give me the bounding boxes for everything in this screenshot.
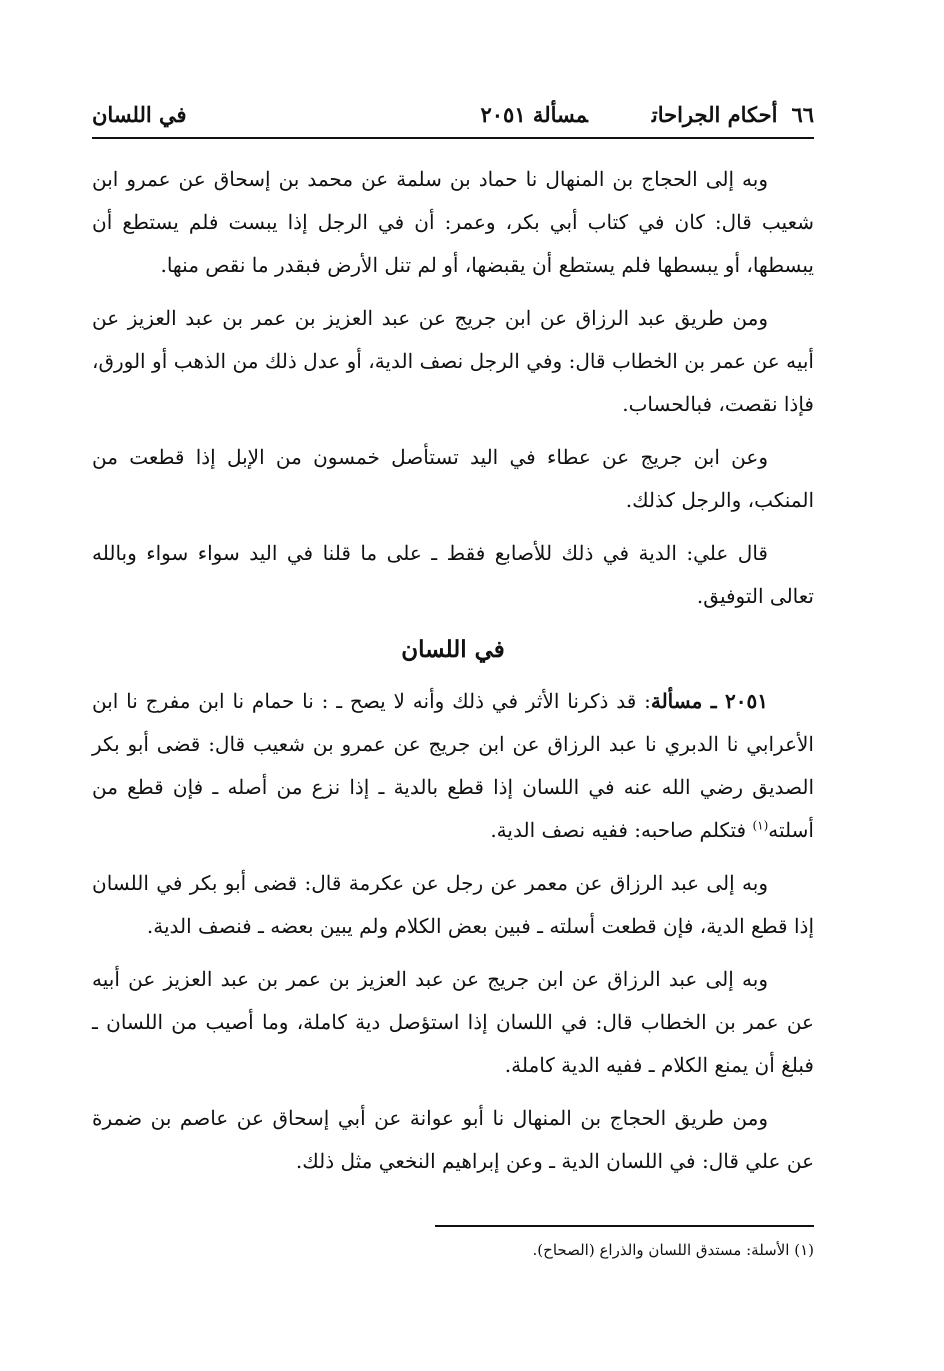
header-section-title: في اللسان (92, 102, 187, 127)
page-number: ٦٦ (791, 102, 814, 127)
masala-paragraph (92, 680, 814, 852)
page-body (92, 158, 814, 1193)
section-heading: في اللسان (401, 636, 505, 663)
header-right-group (481, 98, 815, 132)
masala-number: مسألة ٢٠٥١ (480, 102, 588, 127)
footnote-reference[interactable]: (١) (752, 818, 769, 833)
paragraph: وعن ابن جريج عن عطاء في اليد تستأصل خمسون من الإبل إذا قطعت من المنكب، والرجل كذلك. (92, 445, 814, 512)
footnote-rule (435, 1225, 814, 1227)
book-title: أحكام الجراحات (651, 102, 778, 127)
footnote: (١) الأسلة: مستدق اللسان والذراع (الصحاح). (532, 1241, 814, 1259)
header-rule (92, 137, 814, 139)
masala-text: : قد ذكرنا الأثر في ذلك وأنه لا يصح ـ : نا حمام نا ابن مفرج نا ابن الأعرابي نا الدبري نا عبد الرزاق عن ابن جريج عن عمرو بن شعيب قال: قضى أبو بكر الصديق رضي الله عنه في اللسان إذا قطع بالدية ـ إذا نزع من أصله ـ فإن قطع من أسلته (92, 689, 814, 842)
paragraph: ومن طريق الحجاج بن المنهال نا أبو عوانة عن أبي إسحاق عن عاصم بن ضمرة عن علي قال: في اللسان الدية ـ وعن إبراهيم النخعي مثل ذلك. (92, 1106, 814, 1173)
paragraph: وبه إلى عبد الرزاق عن ابن جريج عن عبد العزيز بن عمر بن عبد العزيز عن أبيه عن عمر بن الخطاب قال: في اللسان إذا استؤصل دية كاملة، وما أصيب من اللسان ـ فبلغ أن يمنع الكلام ـ ففيه الدية كاملة. (92, 967, 814, 1077)
running-header (92, 98, 814, 132)
paragraph: قال علي: الدية في ذلك للأصابع فقط ـ على ما قلنا في اليد سواء سواء وبالله تعالى التوفيق. (92, 541, 814, 608)
paragraph: ومن طريق عبد الرزاق عن ابن جريج عن عبد العزيز بن عمر بن عبد العزيز عن أبيه عن عمر بن الخطاب قال: وفي الرجل نصف الدية، أو عدل ذلك من الذهب أو الورق، فإذا نقصت، فبالحساب. (92, 306, 814, 416)
masala-text-end: فتكلم صاحبه: ففيه نصف الدية. (490, 818, 753, 842)
paragraph: وبه إلى عبد الرزاق عن معمر عن رجل عن عكرمة قال: قضى أبو بكر في اللسان إذا قطع الدية، فإن قطعت أسلته ـ فبين بعض الكلام ولم يبين بعضه ـ فنصف الدية. (92, 871, 814, 938)
masala-lead: ٢٠٥١ ـ مسألة (650, 689, 769, 713)
paragraph: وبه إلى الحجاج بن المنهال نا حماد بن سلمة عن محمد بن إسحاق عن عمرو ابن شعيب قال: كان في كتاب أبي بكر، وعمر: أن في الرجل إذا يبست فلم يستطع أن يبسطها، أو يبسطها فلم يستطع أن يقبضها، أو لم تنل الأرض فبقدر ما نقص منها. (92, 167, 814, 277)
